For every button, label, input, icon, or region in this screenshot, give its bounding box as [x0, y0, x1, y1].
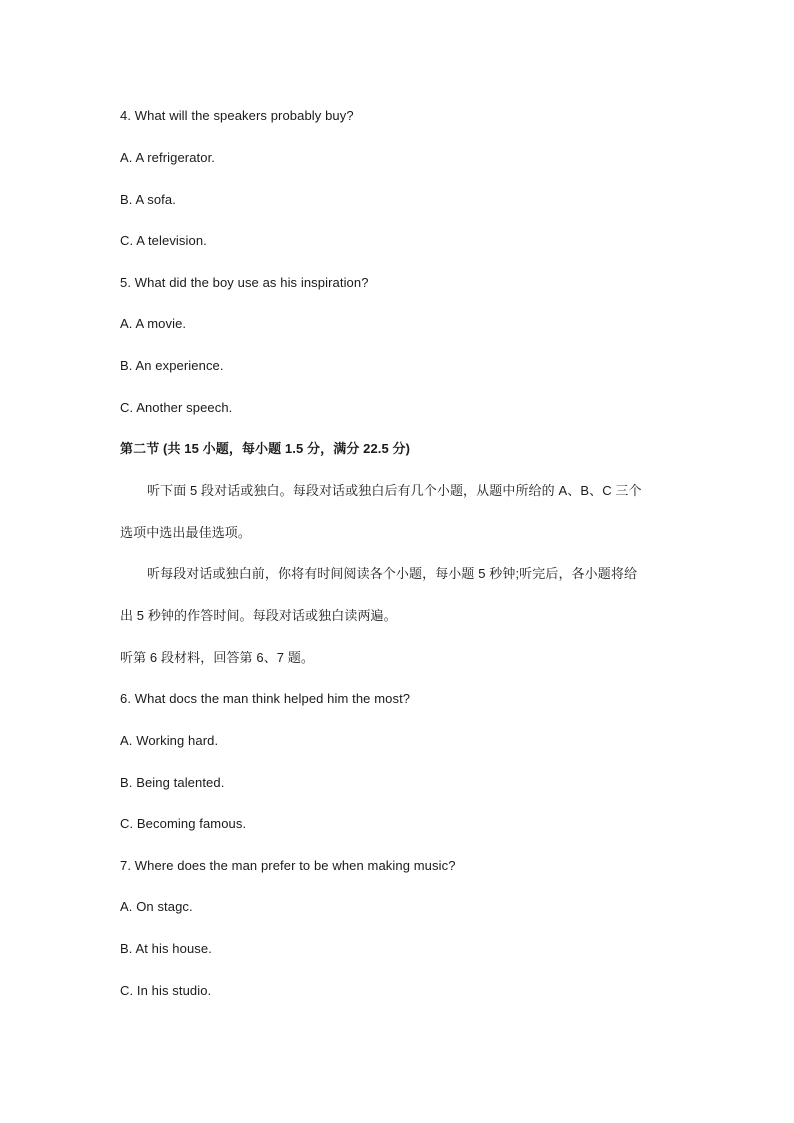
section2-instruction-2-line-1: 听每段对话或独白前，你将有时间阅读各个小题，每小题 5 秒钟;听完后，各小题将给 — [147, 566, 638, 581]
q5-option-b: B. An experience. — [120, 358, 224, 373]
q6-stem: 6. What docs the man think helped him the most? — [120, 691, 411, 706]
q6-option-a: A. Working hard. — [120, 733, 219, 748]
q5-option-c: C. Another speech. — [120, 400, 233, 415]
section2-heading: 第二节 (共 15 小题，每小题 1.5 分，满分 22.5 分) — [120, 441, 411, 456]
q7-option-b: B. At his house. — [120, 941, 212, 956]
q5-stem: 5. What did the boy use as his inspiration? — [120, 275, 369, 290]
section2-instruction-1-line-2: 选项中选出最佳选项。 — [120, 525, 252, 540]
q4-option-a: A. A refrigerator. — [120, 150, 216, 165]
material-6-heading: 听第 6 段材料，回答第 6、7 题。 — [120, 650, 315, 665]
q7-stem: 7. Where does the man prefer to be when making music? — [120, 858, 456, 873]
q4-stem: 4. What will the speakers probably buy? — [120, 108, 354, 123]
q5-option-a: A. A movie. — [120, 316, 187, 331]
q7-option-c: C. In his studio. — [120, 983, 212, 998]
q4-option-b: B. A sofa. — [120, 192, 176, 207]
q7-option-a: A. On stagc. — [120, 899, 193, 914]
section2-instruction-1-line-1: 听下面 5 段对话或独白。每段对话或独白后有几个小题，从题中所给的 A、B、C 三个 — [147, 483, 642, 498]
section2-instruction-2-line-2: 出 5 秒钟的作答时间。每段对话或独白读两遍。 — [120, 608, 397, 623]
q6-option-b: B. Being talented. — [120, 775, 225, 790]
q6-option-c: C. Becoming famous. — [120, 816, 247, 831]
q4-option-c: C. A television. — [120, 233, 207, 248]
